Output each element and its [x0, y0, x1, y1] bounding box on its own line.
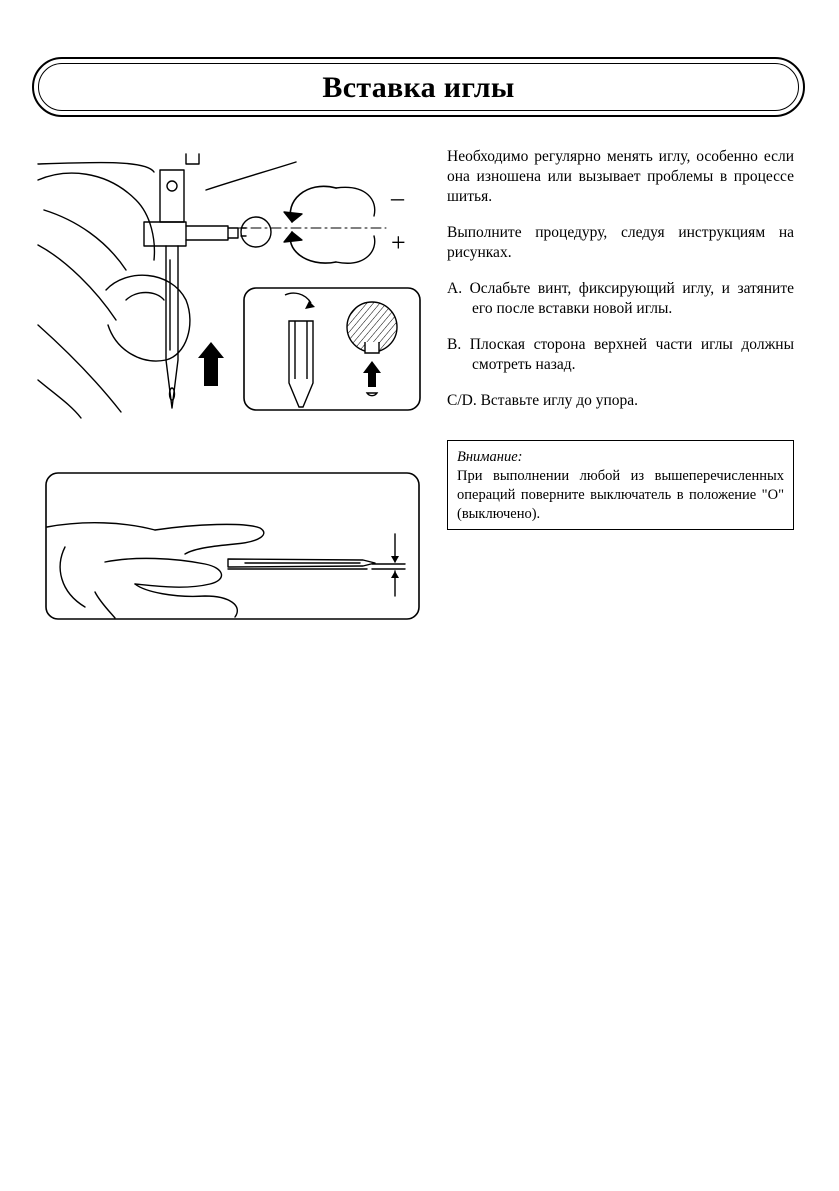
warning-body: При выполнении любой из вышеперечисленных операций поверните выключатель в положение "О" (выключено).: [457, 468, 784, 522]
steps-list: [447, 279, 794, 411]
plus-sign: +: [391, 228, 406, 257]
step-cd: C/D. Вставьте иглу до упора.: [447, 392, 639, 409]
instructions-text: [447, 147, 794, 427]
page-title: Вставка иглы: [322, 71, 515, 104]
title-banner: [32, 57, 805, 117]
follow-paragraph: Выполните процедуру, следуя инструкциям на рисунках.: [447, 224, 794, 261]
step-b: B. Плоская сторона верхней части иглы должны смотреть назад.: [447, 336, 794, 373]
flat-side-inset: [243, 287, 421, 411]
needle-check-figure: [45, 472, 420, 620]
needle-check-illustration: [45, 472, 420, 620]
step-a: A. Ослабьте винт, фиксирующий иглу, и затяните его после вставки новой иглы.: [447, 280, 794, 317]
up-arrow-icon: [198, 342, 224, 386]
intro-paragraph: Необходимо регулярно менять иглу, особенно если она изношена или вызывает проблемы в процессе шитья.: [447, 148, 794, 205]
warning-title: Внимание:: [457, 449, 523, 465]
minus-sign: –: [391, 183, 404, 212]
warning-box: [447, 440, 794, 530]
needle-flat-side-diagram: [243, 287, 421, 411]
